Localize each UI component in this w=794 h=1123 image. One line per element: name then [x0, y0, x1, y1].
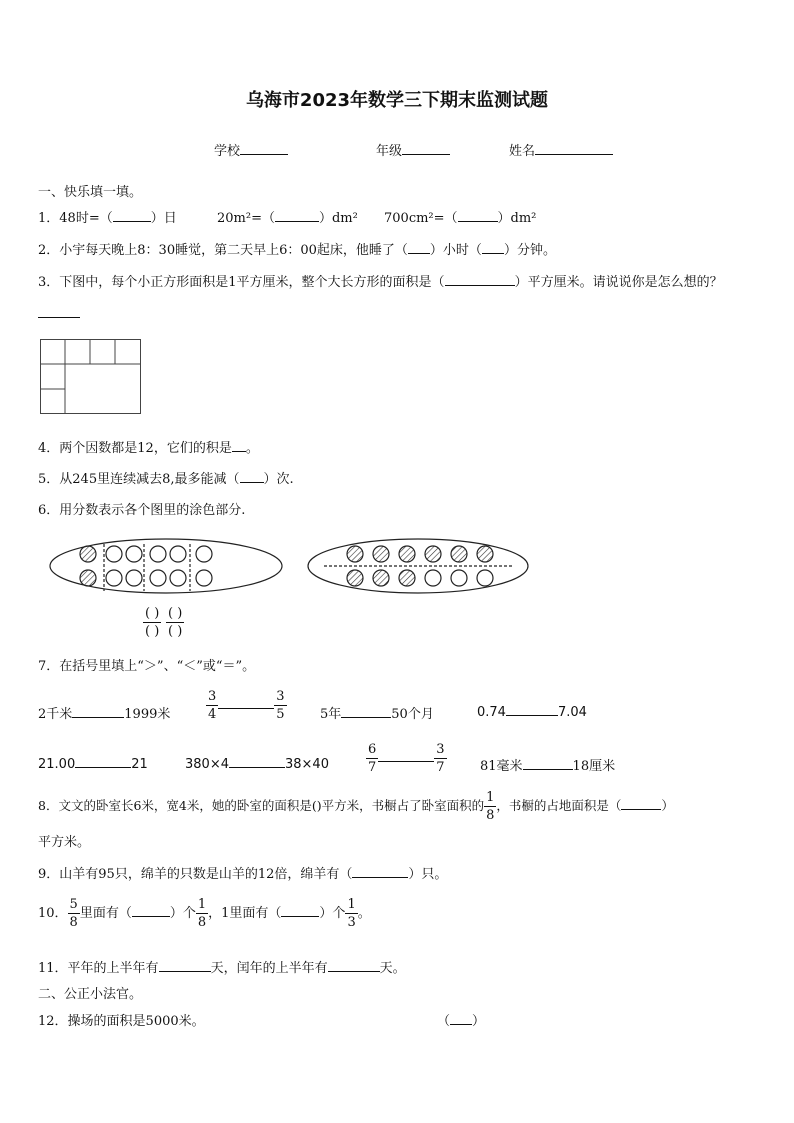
answer-blank[interactable]: [378, 749, 434, 762]
question-4: 4．两个因数都是12，它们的积是 。: [38, 441, 259, 456]
question-11: 11．平年的上半年有 天，闰年的上半年有 天。: [38, 961, 406, 976]
answer-blank[interactable]: [275, 209, 319, 222]
question-10: 10． $\frac{5}{8}$ 里面有（ ）个 $\frac{1}{8}$ ，1里面有（ ）个 $\frac{1}{3}$ 。: [38, 897, 371, 930]
school-label: 学校: [214, 144, 241, 159]
question-8-line2: 平方米。: [38, 835, 91, 850]
name-label: 姓名: [509, 144, 536, 159]
answer-blank[interactable]: [132, 904, 170, 917]
compare-4: 0.74 7.04: [477, 705, 587, 720]
answer-blank[interactable]: [328, 959, 380, 972]
judge-answer[interactable]: （ ）: [437, 1014, 486, 1029]
question-12: 12．操场的面积是5000米。: [38, 1014, 205, 1029]
answer-blank[interactable]: [523, 757, 573, 770]
compare-3: 5年 50个月: [320, 707, 434, 722]
answer-blank[interactable]: [229, 755, 285, 768]
fraction-answer-1[interactable]: $\frac{( )}{( )}$: [145, 606, 160, 639]
question-3: 3．下图中，每个小正方形面积是1平方厘米，整个大长方形的面积是（ ）平方厘米。请说说你是怎么想的？: [38, 275, 723, 290]
compare-8: 81毫米 18厘米: [480, 759, 616, 774]
answer-blank[interactable]: [506, 703, 558, 716]
answer-blank[interactable]: [445, 273, 515, 286]
question-1b: 20m²=（ ）dm²: [217, 211, 358, 226]
name-field[interactable]: [509, 140, 613, 159]
question-2: 2．小宇每天晚上8：30睡觉，第二天早上6：00起床，他睡了（ ）小时（ ）分钟。: [38, 243, 556, 258]
answer-blank[interactable]: [218, 696, 274, 709]
section-1-heading: 一、快乐填一填。: [38, 185, 143, 200]
compare-7: $\frac{6}{7}$ $\frac{3}{7}$: [368, 742, 445, 775]
answer-blank[interactable]: [341, 705, 391, 718]
answer-blank[interactable]: [72, 705, 124, 718]
answer-blank[interactable]: [458, 209, 498, 222]
question-1: 1．48时=（ ）日: [38, 211, 177, 226]
answer-blank[interactable]: [113, 209, 151, 222]
answer-line[interactable]: [38, 317, 80, 318]
page-title: 乌海市2023年数学三下期末监测试题: [245, 90, 549, 111]
answer-blank[interactable]: [482, 241, 504, 254]
question-9: 9．山羊有95只，绵羊的只数是山羊的12倍，绵羊有（ ）只。: [38, 867, 448, 882]
question-8: 8．文文的卧室长6米，宽4米，她的卧室的面积是()平方米，书橱占了卧室面积的 $\frac{1}{8}$ ，书橱的占地面积是（ ）: [38, 790, 674, 823]
compare-1: 2千米 1999米: [38, 707, 171, 722]
question-1c: 700cm²=（ ）dm²: [384, 211, 537, 226]
fraction-answer-2[interactable]: $\frac{( )}{( )}$: [168, 606, 183, 639]
compare-5: 21.00 21: [38, 757, 148, 772]
question-6: 6．用分数表示各个图里的涂色部分.: [38, 503, 246, 518]
rectangle-grid-figure: [40, 339, 142, 415]
answer-blank[interactable]: [75, 755, 131, 768]
answer-blank[interactable]: [159, 959, 211, 972]
section-2-heading: 二、公正小法官。: [38, 987, 143, 1002]
answer-blank[interactable]: [240, 470, 264, 483]
question-5: 5．从245里连续减去8,最多能减（ ）次.: [38, 472, 294, 487]
answer-blank[interactable]: [408, 241, 430, 254]
grade-label: 年级: [376, 144, 403, 159]
answer-blank[interactable]: [232, 439, 246, 452]
answer-blank[interactable]: [352, 865, 408, 878]
fraction-ovals-figure: [48, 536, 538, 602]
answer-blank[interactable]: [621, 797, 661, 810]
question-7: 7．在括号里填上“＞”、“＜”或“＝”。: [38, 659, 256, 674]
answer-blank[interactable]: [281, 904, 319, 917]
school-field[interactable]: [214, 140, 288, 159]
compare-6: 380×4 38×40: [185, 757, 329, 772]
grade-field[interactable]: [376, 140, 450, 159]
compare-2: $\frac{3}{4}$ $\frac{3}{5}$: [208, 689, 285, 722]
